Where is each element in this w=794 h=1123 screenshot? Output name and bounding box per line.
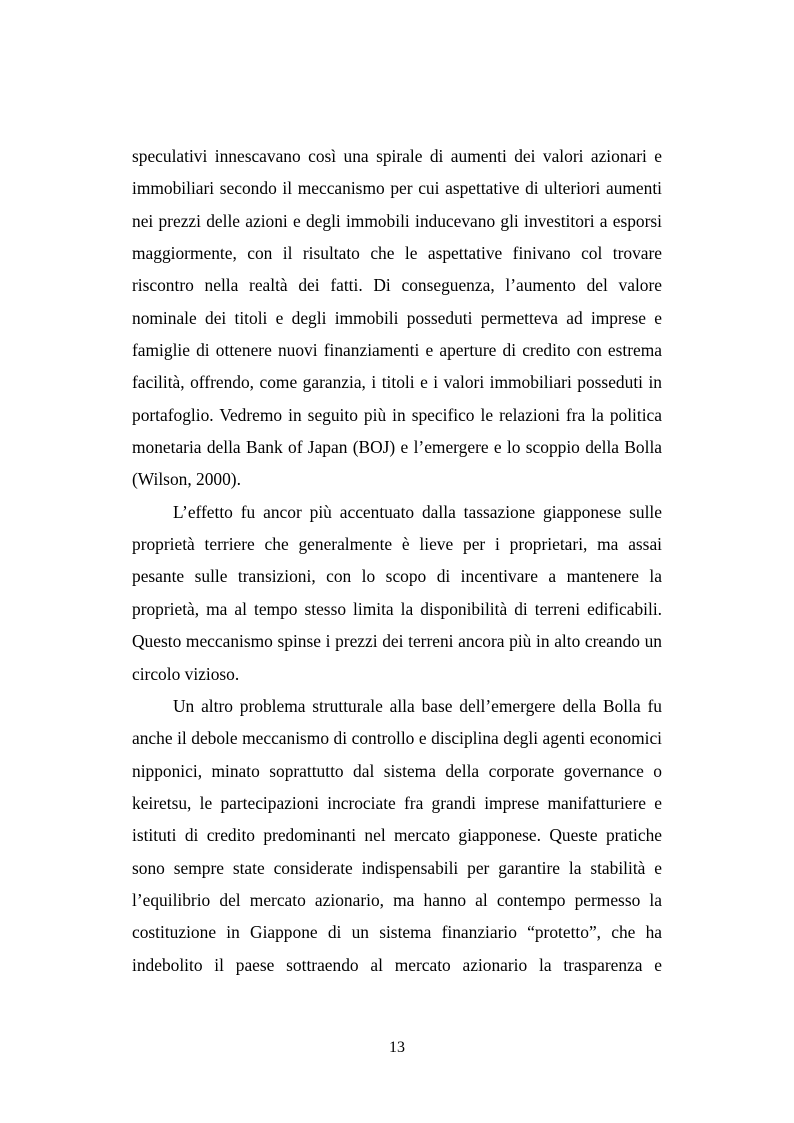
text-line: circolo vizioso. <box>132 663 240 684</box>
text-line: nominale dei titoli e degli immobili posseduti permetteva ad imprese e <box>132 307 662 328</box>
text-line: monetaria della Bank of Japan (BOJ) e l’emergere e lo scoppio della Bolla <box>132 437 662 458</box>
text-line: (Wilson, 2000). <box>132 469 241 490</box>
paragraph-1 <box>132 140 662 496</box>
text-line: Questo meccanismo spinse i prezzi dei terreni ancora più in alto creando un <box>132 631 662 652</box>
paragraph-2 <box>132 496 662 690</box>
page-number: 13 <box>389 1039 405 1056</box>
text-line: riscontro nella realtà dei fatti. Di conseguenza, l’aumento del valore <box>132 275 662 296</box>
text-line: costituzione in Giappone di un sistema finanziario “protetto”, che ha <box>132 922 662 943</box>
text-line: nipponici, minato soprattutto dal sistema della corporate governance o <box>132 760 662 781</box>
text-line: nei prezzi delle azioni e degli immobili inducevano gli investitori a esporsi <box>132 210 662 231</box>
text-line: sono sempre state considerate indispensabili per garantire la stabilità e <box>132 857 662 878</box>
paragraph-3 <box>132 690 662 981</box>
text-line: indebolito il paese sottraendo al mercato azionario la trasparenza e <box>132 954 662 975</box>
text-line: pesante sulle transizioni, con lo scopo di incentivare a mantenere la <box>132 566 662 587</box>
text-line: immobiliari secondo il meccanismo per cui aspettative di ulteriori aumenti <box>132 178 662 199</box>
text-line: Un altro problema strutturale alla base dell’emergere della Bolla fu <box>173 695 662 716</box>
text-line: keiretsu, le partecipazioni incrociate fra grandi imprese manifatturiere e <box>132 792 662 813</box>
text-line: anche il debole meccanismo di controllo e disciplina degli agenti economici <box>132 728 662 749</box>
text-line: facilità, offrendo, come garanzia, i titoli e i valori immobiliari posseduti in <box>132 372 662 393</box>
text-line: proprietà, ma al tempo stesso limita la disponibilità di terreni edificabili. <box>132 598 662 619</box>
text-line: speculativi innescavano così una spirale di aumenti dei valori azionari e <box>132 146 662 166</box>
text-line: famiglie di ottenere nuovi finanziamenti e aperture di credito con estrema <box>132 340 662 361</box>
text-line: L’effetto fu ancor più accentuato dalla tassazione giapponese sulle <box>173 501 662 522</box>
text-line: l’equilibrio del mercato azionario, ma hanno al contempo permesso la <box>132 889 662 910</box>
body-text <box>132 140 662 981</box>
text-line: proprietà terriere che generalmente è lieve per i proprietari, ma assai <box>132 534 662 555</box>
text-line: istituti di credito predominanti nel mercato giapponese. Queste pratiche <box>132 825 662 846</box>
text-line: maggiormente, con il risultato che le aspettative finivano col trovare <box>132 243 662 264</box>
text-line: portafoglio. Vedremo in seguito più in specifico le relazioni fra la politica <box>132 404 662 425</box>
